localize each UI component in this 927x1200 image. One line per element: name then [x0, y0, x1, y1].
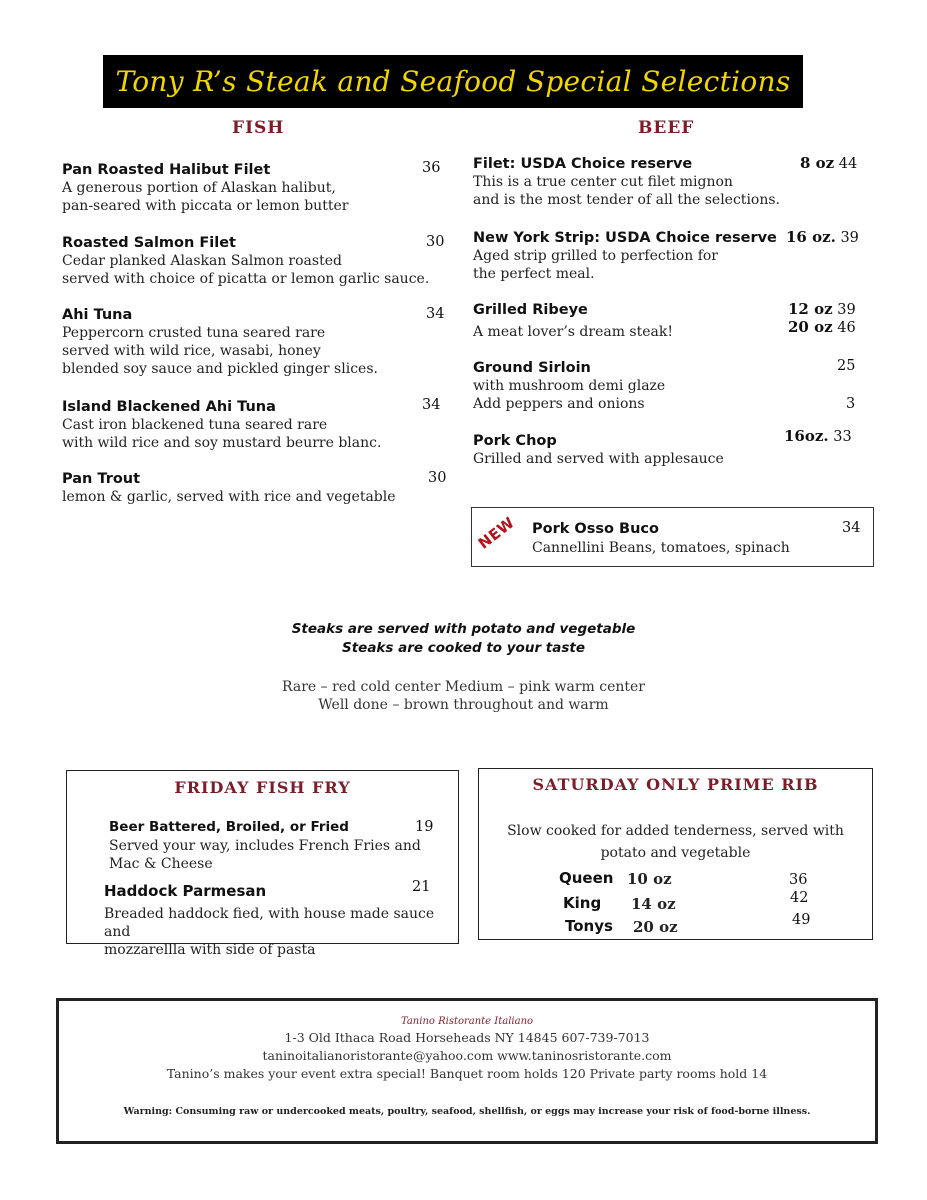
special-desc: Cannellini Beans, tomatoes, spinach	[532, 540, 790, 556]
item-desc: Grilled and served with applesauce	[473, 451, 724, 467]
fish-fry-item-desc: Served your way, includes French Fries and Mac & Cheese	[109, 838, 421, 872]
fish-item-blackened-tuna	[62, 398, 447, 452]
item-desc: Cedar planked Alaskan Salmon roasted served with choice of picatta or lemon garlic sauce.	[62, 253, 430, 287]
item-name: Ahi Tuna	[62, 307, 133, 323]
fish-fry-heading: FRIDAY FISH FRY	[174, 778, 351, 797]
haddock-price: 21	[412, 879, 431, 895]
doneness-line-2: Well done – brown throughout and warm	[318, 697, 609, 713]
steak-notes	[0, 620, 927, 714]
doneness-line-1: Rare – red cold center Medium – pink warm center	[282, 679, 645, 695]
item-desc: Cast iron blackened tuna seared rare with wild rice and soy mustard beurre blanc.	[62, 417, 382, 451]
prime-rib-desc: Slow cooked for added tenderness, served with potato and vegetable	[507, 823, 844, 861]
prime-rib-heading: SATURDAY ONLY PRIME RIB	[532, 775, 819, 794]
item-name: Pork Chop	[473, 433, 557, 449]
footer-box	[56, 998, 878, 1144]
item-name: New York Strip: USDA Choice reserve	[473, 230, 777, 246]
special-price: 34	[842, 520, 861, 536]
ribeye-price-12	[788, 300, 856, 318]
item-name: Pan Roasted Halibut Filet	[62, 162, 271, 178]
item-price: 34	[426, 306, 445, 322]
sirloin-addon-price: 3	[846, 396, 856, 412]
item-name: Island Blackened Ahi Tuna	[62, 399, 276, 415]
item-desc: A meat lover’s dream steak!	[473, 324, 673, 340]
special-name: Pork Osso Buco	[532, 521, 659, 537]
size: 12 oz	[788, 300, 833, 318]
price: 33	[833, 429, 852, 445]
item-desc: lemon & garlic, served with rice and vegetable	[62, 489, 396, 505]
item-price: 34	[422, 397, 441, 413]
fish-fry-item-price: 19	[415, 819, 434, 835]
cut-name: King	[563, 894, 602, 912]
fish-item-salmon	[62, 234, 447, 288]
cut-size: 10 oz	[627, 870, 672, 888]
footer-contact: taninoitalianoristorante@yahoo.com www.taninosristorante.com	[262, 1048, 672, 1063]
saturday-prime-rib-box	[478, 768, 873, 940]
ribeye-price-20	[788, 318, 856, 336]
cut-name: Queen	[559, 869, 614, 887]
footer-banquet: Tanino’s makes your event extra special! Banquet room holds 120 Private party rooms hold 14	[166, 1066, 768, 1081]
cut-size: 20 oz	[633, 918, 678, 936]
steak-note-cooked: Steaks are cooked to your taste	[341, 640, 586, 656]
item-name: Roasted Salmon Filet	[62, 235, 236, 251]
price: 39	[840, 230, 859, 246]
new-badge: NEW	[474, 513, 519, 553]
item-price: 36	[422, 160, 441, 176]
beef-heading: BEEF	[638, 118, 695, 138]
restaurant-script-logo: Tanino Ristorante Italiano	[400, 1016, 534, 1027]
item-desc: A generous portion of Alaskan halibut, pan-seared with piccata or lemon butter	[62, 180, 349, 214]
size: 8 oz	[800, 154, 835, 172]
filet-price	[800, 154, 857, 172]
cut-price: 36	[789, 872, 808, 888]
pork-chop-price	[784, 427, 852, 445]
fish-item-trout	[62, 470, 447, 506]
item-name: Ground Sirloin	[473, 360, 591, 376]
size: 16oz.	[784, 427, 829, 445]
menu-title: Tony R’s Steak and Seafood Special Selections	[115, 65, 791, 98]
cut-size: 14 oz	[631, 895, 676, 913]
fish-item-halibut	[62, 161, 447, 215]
beef-item-sirloin	[473, 359, 858, 413]
haddock-name: Haddock Parmesan	[104, 882, 267, 900]
fish-heading: FISH	[232, 118, 285, 138]
steak-note-served: Steaks are served with potato and vegetable	[291, 621, 636, 637]
item-name: Filet: USDA Choice reserve	[473, 156, 693, 172]
new-special-box	[471, 507, 874, 567]
price: 46	[837, 320, 856, 336]
item-name: Grilled Ribeye	[473, 302, 588, 318]
item-price: 30	[428, 470, 447, 486]
cut-name: Tonys	[565, 917, 613, 935]
title-banner	[103, 55, 803, 108]
cut-price: 49	[792, 912, 811, 928]
item-desc: with mushroom demi glaze	[473, 378, 666, 394]
item-price: 30	[426, 234, 445, 250]
fish-item-ahi-tuna	[62, 306, 447, 378]
fish-fry-item-name: Beer Battered, Broiled, or Fried	[109, 819, 349, 835]
footer-address: 1-3 Old Ithaca Road Horseheads NY 14845 607-739-7013	[284, 1030, 650, 1045]
size: 16 oz.	[786, 228, 836, 246]
ny-strip-price	[786, 228, 859, 246]
footer-warning: Warning: Consuming raw or undercooked meats, poultry, seafood, shellfish, or eggs may increase your risk of food-borne illness.	[123, 1106, 811, 1117]
friday-fish-fry-box	[66, 770, 459, 958]
price: 44	[838, 156, 858, 172]
item-name: Pan Trout	[62, 471, 141, 487]
price: 39	[837, 302, 856, 318]
haddock-desc: Breaded haddock fied, with house made sauce and mozzarellla with side of pasta	[104, 906, 435, 958]
item-addon: Add peppers and onions	[473, 396, 645, 412]
size: 20 oz	[788, 318, 833, 336]
cut-price: 42	[790, 890, 809, 906]
sirloin-price: 25	[837, 358, 856, 374]
item-desc: This is a true center cut filet mignon and is the most tender of all the selections.	[473, 174, 780, 208]
item-desc: Aged strip grilled to perfection for the perfect meal.	[473, 248, 718, 282]
item-desc: Peppercorn crusted tuna seared rare served with wild rice, wasabi, honey blended soy sauce and pickled ginger slices.	[62, 325, 378, 377]
